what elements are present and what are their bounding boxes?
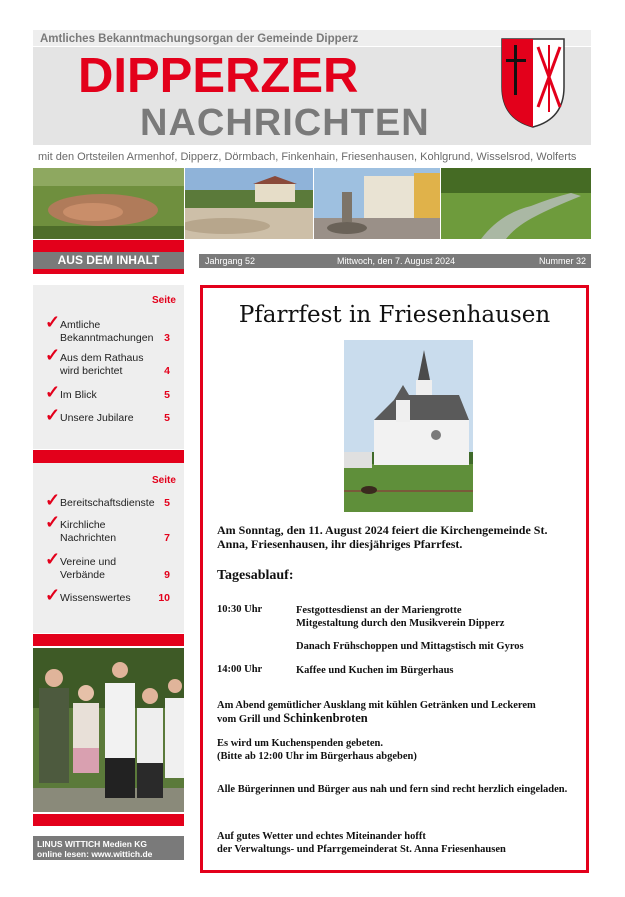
publisher-url: online lesen: www.wittich.de [37,849,153,859]
article-headline: Pfarrfest in Friesenhausen [238,302,551,328]
checkmark-icon: ✓ [45,382,61,402]
fountain-photo [314,168,440,239]
toc-item[interactable]: ✓ Unsere Jubilare 5 [45,405,170,425]
checkmark-icon: ✓ [45,405,61,425]
masthead-title-line2: NACHRICHTEN [140,102,430,144]
masthead-title-line1: DIPPERZER [78,49,359,103]
issue-date: Mittwoch, den 7. August 2024 [337,256,456,266]
sidebar-title: AUS DEM INHALT [33,252,184,269]
evening-text: Am Abend gemütlicher Ausklang mit kühlen Getränken und Leckerem vom Grill und Schinkenbroten [217,700,536,725]
stream-photo [441,168,591,239]
municipal-crest-logo [500,37,566,129]
toc-item[interactable]: ✓ Amtliche Bekanntmachungen 3 [45,312,170,344]
cake-request: Es wird um Kuchenspenden gebeten. (Bitte ab 12:00 Uhr im Bürgerhaus abgeben) [217,738,417,762]
checkmark-icon: ✓ [45,585,61,605]
schedule-desc: Kaffee und Kuchen im Bürgerhaus [296,665,454,676]
toc-item[interactable]: ✓ Aus dem Rathaus wird berichtet 4 [45,345,170,377]
schedule-desc: Festgottesdienst an der Mariengrotte Mitgestaltung durch den Musikverein Dipperz [296,605,505,629]
sidebar-red-bar [33,634,184,646]
sidebar-red-bar [33,240,184,252]
toc-page-label: Seite [152,295,176,306]
village-square-photo [185,168,313,239]
issue-volume: Jahrgang 52 [205,256,256,266]
toc-item[interactable]: ✓ Bereitschaftsdienste 5 [45,490,170,510]
schedule-desc: Danach Frühschoppen und Mittagstisch mit Gyros [296,641,524,652]
publisher-box [33,836,184,860]
invitation-text: Alle Bürgerinnen und Bürger aus nah und fern sind recht herzlich eingeladen. [217,784,568,795]
toc-item[interactable]: ✓ Kirchliche Nachrichten 7 [45,512,170,544]
sidebar-red-bar [33,269,184,274]
districts-line: mit den Ortsteilen Armenhof, Dipperz, Dörmbach, Finkenhain, Friesenhausen, Kohlgrund, Wisselsrod, Wolferts [38,151,577,163]
group-photo [33,648,184,812]
article-intro: Am Sonntag, den 11. August 2024 feiert die Kirchengemeinde St. Anna, Friesenhausen, ihr diesjähriges Pfarrfest. [217,523,548,551]
toc-item[interactable]: ✓ Vereine und Verbände 9 [45,549,170,581]
schedule-time: 14:00 Uhr [217,664,263,675]
toc-page-label: Seite [152,475,176,486]
checkmark-icon: ✓ [45,345,61,365]
publisher-name: LINUS WITTICH Medien KG [37,839,148,849]
church-photo [344,340,473,512]
schedule-title: Tagesablauf: [217,568,294,583]
organ-subtitle: Amtliches Bekanntmachungsorgan der Gemeinde Dipperz [40,33,359,45]
toc-panel-2 [33,463,184,633]
sidebar-red-bar [33,450,184,463]
issue-number: Nummer 32 [539,256,587,266]
issue-info-bar [199,254,591,268]
checkmark-icon: ✓ [45,490,61,510]
village-aerial-photo [33,168,184,239]
closing-text: Auf gutes Wetter und echtes Miteinander hofft der Verwaltungs- und Pfarrgemeinderat St. Anna Friesenhausen [217,831,506,855]
checkmark-icon: ✓ [45,312,61,332]
checkmark-icon: ✓ [45,512,61,532]
checkmark-icon: ✓ [45,549,61,569]
toc-item[interactable]: ✓ Wissenswertes 10 [45,585,170,605]
sidebar-red-bar [33,814,184,826]
toc-item[interactable]: ✓ Im Blick 5 [45,382,170,402]
schedule-time: 10:30 Uhr [217,604,263,615]
